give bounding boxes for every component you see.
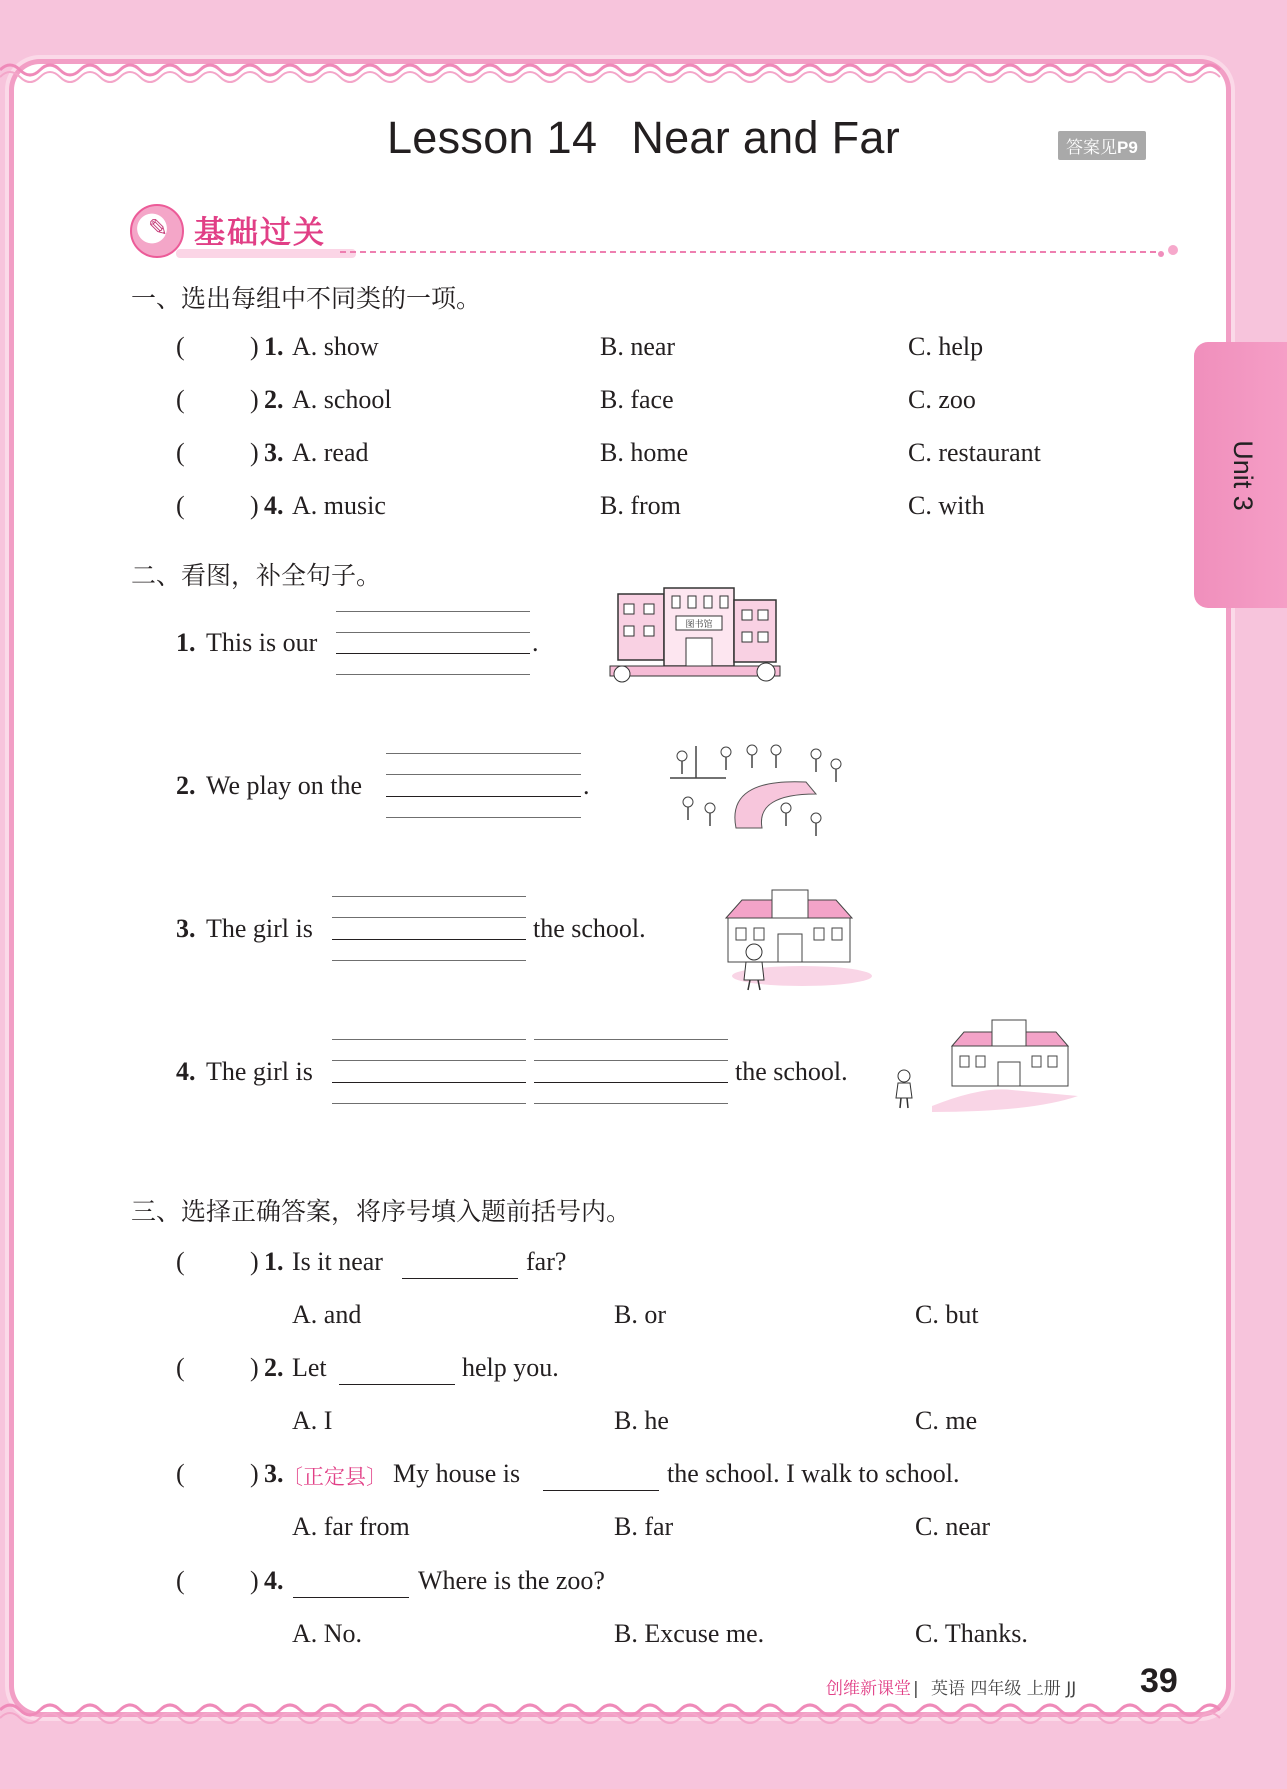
girl-far-from-school-illustration bbox=[892, 1016, 1080, 1116]
option-a: A. I bbox=[292, 1406, 333, 1435]
lesson-name: Near and Far bbox=[631, 112, 901, 163]
sentence-end: the school. bbox=[533, 914, 646, 943]
section-dotted-rule bbox=[340, 251, 1156, 253]
answer-paren-open[interactable]: ( bbox=[176, 1247, 185, 1276]
option-c: C. me bbox=[915, 1406, 978, 1435]
item-number: 3. bbox=[264, 1459, 284, 1488]
item-number: 4. bbox=[264, 491, 284, 520]
option-b: B. near bbox=[600, 332, 676, 361]
library-building-illustration bbox=[604, 582, 784, 686]
answer-blank[interactable] bbox=[543, 1489, 659, 1491]
footer-brand bbox=[826, 1674, 919, 1699]
answer-paren-close: ) bbox=[250, 1247, 259, 1276]
writing-guide-line bbox=[332, 1103, 526, 1104]
writing-guide-line bbox=[534, 1103, 728, 1104]
question-text-end: far? bbox=[526, 1247, 567, 1276]
answer-paren-close: ) bbox=[250, 438, 259, 467]
question-text-start: Let bbox=[292, 1353, 327, 1382]
option-c: C. but bbox=[915, 1300, 979, 1329]
option-b: B. he bbox=[614, 1406, 669, 1435]
section-title: 基础过关 bbox=[194, 215, 326, 251]
answer-paren-close: ) bbox=[250, 385, 259, 414]
option-a: A. No. bbox=[292, 1619, 363, 1648]
item-number: 1. bbox=[264, 1247, 284, 1276]
option-b: B. from bbox=[600, 491, 681, 520]
option-a: A. and bbox=[292, 1300, 362, 1329]
item-number: 2. bbox=[264, 1353, 284, 1382]
answer-reference bbox=[1058, 131, 1146, 160]
answer-paren-open[interactable]: ( bbox=[176, 1353, 185, 1382]
option-b: B. Excuse me. bbox=[614, 1619, 765, 1648]
writing-guide-line bbox=[386, 753, 581, 754]
item-number: 2. bbox=[264, 385, 284, 414]
question-text-start: Is it near bbox=[292, 1247, 383, 1276]
region-source-tag: 〔正定县〕 bbox=[282, 1465, 387, 1489]
item-number: 3. bbox=[176, 914, 196, 943]
sentence-end: . bbox=[583, 771, 590, 800]
answer-paren-close: ) bbox=[250, 1459, 259, 1488]
answer-paren-open[interactable]: ( bbox=[176, 491, 185, 520]
answer-paren-close: ) bbox=[250, 332, 259, 361]
item-number: 3. bbox=[264, 438, 284, 467]
answer-paren-open[interactable]: ( bbox=[176, 332, 185, 361]
option-c: C. Thanks. bbox=[915, 1619, 1028, 1648]
option-c: C. help bbox=[908, 332, 984, 361]
part1-heading: 一、选出每组中不同类的一项。 bbox=[131, 284, 482, 313]
item-number: 4. bbox=[264, 1566, 284, 1595]
answer-paren-close: ) bbox=[250, 1566, 259, 1595]
question-text-end: help you. bbox=[462, 1353, 559, 1382]
option-b: B. home bbox=[600, 438, 689, 467]
footer-book-info: 英语 四年级 上册 JJ bbox=[931, 1679, 1077, 1699]
writing-guide-line bbox=[336, 674, 530, 675]
answer-blank[interactable] bbox=[339, 1383, 455, 1385]
sentence-start: We play on the bbox=[206, 771, 363, 800]
answer-line[interactable] bbox=[534, 1082, 728, 1083]
option-c: C. zoo bbox=[908, 385, 976, 414]
item-number: 2. bbox=[176, 771, 196, 800]
answer-line[interactable] bbox=[386, 796, 581, 797]
sentence-start: The girl is bbox=[206, 914, 313, 943]
option-c: C. restaurant bbox=[908, 438, 1041, 467]
part3-heading: 三、选择正确答案，将序号填入题前括号内。 bbox=[131, 1197, 632, 1226]
sentence-end: . bbox=[532, 628, 539, 657]
writing-guide-line bbox=[332, 1060, 526, 1061]
footer-brand-text: 创维新课堂 bbox=[826, 1679, 911, 1699]
item-number: 1. bbox=[264, 332, 284, 361]
page-number: 39 bbox=[1140, 1662, 1178, 1700]
answer-paren-open[interactable]: ( bbox=[176, 438, 185, 467]
option-a: A. music bbox=[292, 491, 386, 520]
writing-guide-line bbox=[534, 1060, 728, 1061]
girl-near-school-illustration bbox=[706, 884, 874, 992]
answer-line[interactable] bbox=[332, 939, 526, 940]
sentence-end: the school. bbox=[735, 1057, 848, 1086]
answer-line[interactable] bbox=[336, 653, 530, 654]
item-number: 1. bbox=[176, 628, 196, 657]
pencil-badge-icon bbox=[130, 204, 184, 258]
bottom-wave-border bbox=[0, 1696, 1287, 1736]
lesson-number: Lesson 14 bbox=[386, 112, 598, 163]
option-a: A. school bbox=[292, 385, 392, 414]
footer-separator: | bbox=[913, 1679, 919, 1699]
writing-guide-line bbox=[336, 611, 530, 612]
unit-label: Unit 3 bbox=[1228, 440, 1258, 511]
answer-line[interactable] bbox=[332, 1082, 526, 1083]
writing-guide-line bbox=[332, 896, 526, 897]
item-number: 4. bbox=[176, 1057, 196, 1086]
sentence-start: This is our bbox=[206, 628, 318, 657]
option-b: B. face bbox=[600, 385, 674, 414]
answer-paren-open[interactable]: ( bbox=[176, 1566, 185, 1595]
option-b: B. far bbox=[614, 1512, 674, 1541]
question-text-start: My house is bbox=[393, 1459, 521, 1488]
writing-guide-line bbox=[332, 1039, 526, 1040]
option-a: A. read bbox=[292, 438, 369, 467]
library-sign: 图书馆 bbox=[685, 620, 713, 630]
option-c: C. with bbox=[908, 491, 985, 520]
playground-illustration bbox=[666, 738, 856, 838]
writing-guide-line bbox=[336, 632, 530, 633]
part2-heading: 二、看图，补全句子。 bbox=[131, 561, 382, 590]
answer-paren-close: ) bbox=[250, 491, 259, 520]
question-text-end: Where is the zoo? bbox=[418, 1566, 605, 1595]
answer-blank[interactable] bbox=[402, 1277, 518, 1279]
answer-reference-prefix: 答案见 bbox=[1066, 138, 1117, 158]
question-text-end: the school. I walk to school. bbox=[667, 1459, 960, 1488]
answer-reference-page: P9 bbox=[1117, 138, 1138, 157]
option-a: A. far from bbox=[292, 1512, 410, 1541]
writing-guide-line bbox=[386, 817, 581, 818]
option-a: A. show bbox=[292, 332, 379, 361]
sentence-start: The girl is bbox=[206, 1057, 313, 1086]
top-wave-border bbox=[0, 46, 1287, 86]
answer-blank[interactable] bbox=[293, 1596, 409, 1598]
writing-guide-line bbox=[386, 774, 581, 775]
option-b: B. or bbox=[614, 1300, 666, 1329]
writing-guide-line bbox=[332, 960, 526, 961]
answer-paren-open[interactable]: ( bbox=[176, 1459, 185, 1488]
option-c: C. near bbox=[915, 1512, 991, 1541]
answer-paren-close: ) bbox=[250, 1353, 259, 1382]
writing-guide-line bbox=[332, 917, 526, 918]
answer-paren-open[interactable]: ( bbox=[176, 385, 185, 414]
writing-guide-line bbox=[534, 1039, 728, 1040]
